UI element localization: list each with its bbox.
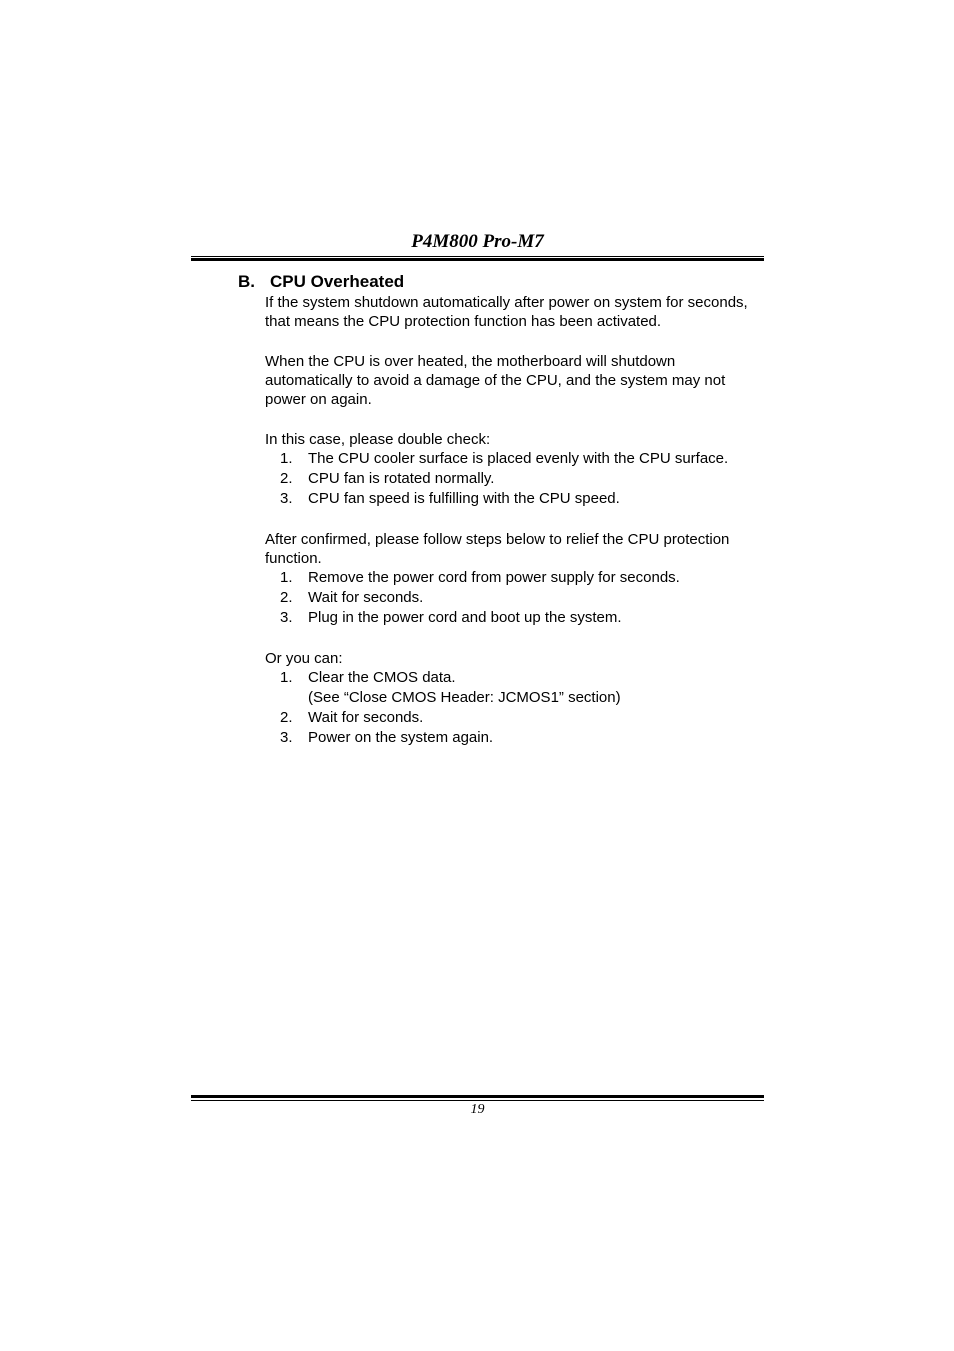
confirm-lead-paragraph: After confirmed, please follow steps below to relief the CPU protection function. xyxy=(265,531,730,567)
intro-paragraph: If the system shutdown automatically after power on system for seconds, that means the CPU protection function has been activated. xyxy=(265,294,748,330)
list-text: Clear the CMOS data. xyxy=(308,669,456,686)
list-text: Wait for seconds. xyxy=(308,589,424,606)
list-number: 2. xyxy=(280,470,293,487)
list-item xyxy=(265,489,765,509)
list-number: 1. xyxy=(280,569,293,586)
page-number: 19 xyxy=(470,1102,485,1117)
header-rule-thin xyxy=(191,256,764,257)
section-heading xyxy=(238,272,404,292)
list-item xyxy=(265,588,765,608)
list-number: 2. xyxy=(280,709,293,726)
check-lead-paragraph: In this case, please double check: xyxy=(265,431,491,448)
check-list xyxy=(265,449,765,509)
list-number: 3. xyxy=(280,729,293,746)
list-text: Plug in the power cord and boot up the system. xyxy=(308,609,622,626)
section-letter: B. xyxy=(238,272,255,291)
list-text: The CPU cooler surface is placed evenly with the CPU surface. xyxy=(308,450,729,467)
footer-rule-thick xyxy=(191,1095,764,1098)
list-text: Wait for seconds. xyxy=(308,709,424,726)
list-text: CPU fan is rotated normally. xyxy=(308,470,495,487)
list-number: 3. xyxy=(280,609,293,626)
page-header-title: P4M800 Pro-M7 xyxy=(411,231,544,252)
paragraph-gap xyxy=(265,409,765,430)
list-item xyxy=(265,449,765,469)
list-number: 1. xyxy=(280,450,293,467)
list-note: (See “Close CMOS Header: JCMOS1” section) xyxy=(308,689,621,706)
list-item xyxy=(265,708,765,728)
list-number: 3. xyxy=(280,490,293,507)
list-text: Remove the power cord from power supply for seconds. xyxy=(308,569,680,586)
list-item xyxy=(265,608,765,628)
section-title: CPU Overheated xyxy=(270,272,405,291)
alt-list xyxy=(265,668,765,748)
list-text: CPU fan speed is fulfilling with the CPU speed. xyxy=(308,490,620,507)
list-item xyxy=(265,668,765,708)
list-item xyxy=(265,469,765,489)
list-item xyxy=(265,568,765,588)
list-item xyxy=(265,728,765,748)
list-number: 1. xyxy=(280,669,293,686)
paragraph-gap xyxy=(265,628,765,649)
header-rule-thick xyxy=(191,258,764,261)
or-lead-paragraph: Or you can: xyxy=(265,650,343,667)
list-number: 2. xyxy=(280,589,293,606)
overheat-paragraph: When the CPU is over heated, the motherboard will shutdown automatically to avoid a damage of the CPU, and the system may not power on again. xyxy=(265,353,726,408)
section-body xyxy=(265,293,765,748)
steps-list xyxy=(265,568,765,628)
paragraph-gap xyxy=(265,331,765,352)
list-text: Power on the system again. xyxy=(308,729,494,746)
paragraph-gap xyxy=(265,509,765,530)
